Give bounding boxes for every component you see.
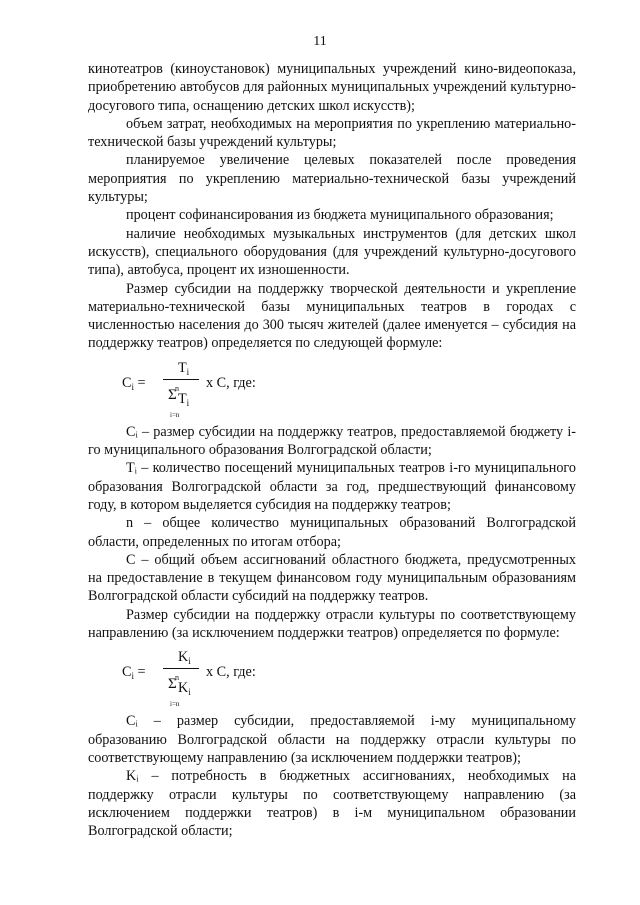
paragraph: планируемое увеличение целевых показателей после проведения мероприятия по укреплению материально-технической базы учреждений культуры;	[88, 152, 576, 206]
formula-lhs: $C_i$ =	[122, 374, 146, 392]
formula-theaters	[122, 359, 576, 419]
formula-tail: x C, где:	[206, 374, 256, 391]
paragraph: Cᵢ – размер субсидии на поддержку театров, предоставляемой бюджету i-го муниципального образования Волгоградской области;	[88, 423, 576, 459]
paragraph: n – общее количество муниципальных образований Волгоградской области, определенных по итогам отбора;	[88, 515, 576, 550]
formula-denominator: $T_i$	[178, 390, 190, 408]
sum-sign: Σ	[168, 676, 177, 693]
paragraph: Cᵢ – размер субсидии, предоставляемой i-му муниципальному образованию Волгоградской области на поддержку отрасли культуры по соответствующему направлению (за исключением поддержки театров);	[88, 713, 576, 766]
page-number: 11	[313, 34, 327, 49]
formula-tail: x C, где:	[206, 664, 256, 681]
formula-culture	[122, 648, 576, 709]
formula-numerator: $K_i$	[178, 649, 191, 667]
formula-numerator: $T_i$	[178, 359, 190, 377]
paragraph: процент софинансирования из бюджета муниципального образования;	[126, 207, 554, 224]
sum-upper-limit: n	[175, 673, 179, 683]
paragraph: наличие необходимых музыкальных инструментов (для детских школ искусств), специального оборудования (для учреждений культурно-досугового типа), автобуса, процент их изношенности.	[88, 225, 576, 279]
formula-lhs: $C_i$ =	[122, 664, 146, 682]
formula-denominator: $K_i$	[178, 680, 191, 698]
document-body	[88, 60, 576, 840]
sum-upper-limit: n	[175, 383, 179, 393]
paragraph: C – общий объем ассигнований областного бюджета, предусмотренных на предоставление в текущем финансовом году муниципальным образованиям Волгоградской области субсидий на поддержку театров.	[88, 551, 576, 605]
fraction-bar	[163, 668, 199, 669]
sum-lower-limit: i=n	[170, 700, 180, 709]
sum-sign: Σ	[168, 386, 177, 403]
sum-lower-limit: i=n	[170, 410, 180, 419]
paragraph: Tᵢ – количество посещений муниципальных театров i-го муниципального образования Волгоградской области за год, предшествующий финансовому году, в котором выделяется субсидия на поддержку театров;	[88, 460, 576, 513]
paragraph: кинотеатров (киноустановок) муниципальных учреждений кино-видеопоказа, приобретению автобусов для районных муниципальных учреждений культурно-досугового типа, оснащению детских школ искусств);	[88, 61, 576, 114]
paragraph: объем затрат, необходимых на мероприятия по укреплению материально-технической базы учреждений культуры;	[88, 115, 576, 151]
fraction-bar	[163, 379, 199, 380]
paragraph: Kᵢ – потребность в бюджетных ассигнованиях, необходимых на поддержку отрасли культуры по соответствующему направлению (за исключением поддержки театров) в i-м муниципальном образовании Волгоградской области;	[88, 768, 576, 840]
paragraph: Размер субсидии на поддержку отрасли культуры по соответствующему направлению (за исключением поддержки театров) определяется по формуле:	[88, 606, 576, 642]
paragraph: Размер субсидии на поддержку творческой деятельности и укрепление материально-технической базы муниципальных театров в городах с численностью населения до 300 тысяч жителей (далее именуется – субсидия на поддержку театров) определяется по следующей формуле:	[88, 280, 576, 352]
